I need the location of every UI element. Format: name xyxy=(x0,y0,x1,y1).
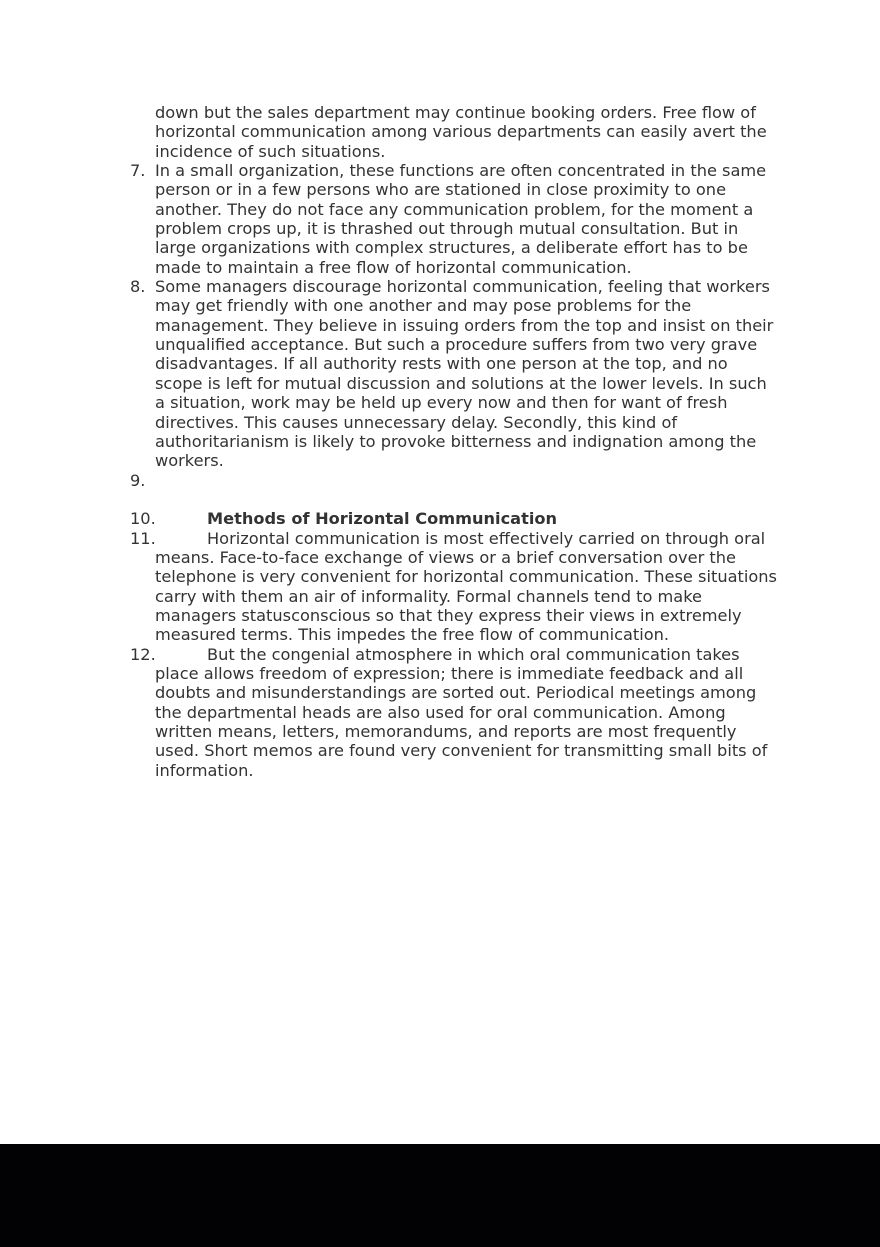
list-number: 10. xyxy=(130,509,156,529)
section-heading: Methods of Horizontal Communication xyxy=(207,509,558,529)
list-item-text: In a small organization, these functions are often concentrated in the same person or in a few persons who are stationed in close proximity to one another. They do not face any communication problem, for the moment a problem crops up, it is thrashed out through mutual consultation. But in large organizations with complex structures, a deliberate effort has to be made to maintain a free flow of horizontal communication. xyxy=(155,161,767,277)
list-item-text: Some managers discourage horizontal communication, feeling that workers may get friendly with one another and may pose problems for the management. They believe in issuing orders from the top and insist on their unqualified acceptance. But such a procedure suffers from two very grave disadvantages. If all authority rests with one person at the top, and no scope is left for mutual discussion and solutions at the lower levels. In such a situation, work may be held up every now and then for want of fresh directives. This causes unnecessary delay. Secondly, this kind of authoritarianism is likely to provoke bitterness and indignation among the workers. xyxy=(155,277,774,471)
list-item-text xyxy=(155,471,780,490)
continued-paragraph: down but the sales department may continue booking orders. Free flow of horizontal communication among various departments can easily avert the incidence of such situations. xyxy=(155,103,767,161)
list-item-text: Horizontal communication is most effectively carried on through oral means. Face-to-face exchange of views or a brief conversation over the telephone is very convenient for horizontal communication. These situations carry with them an air of informality. Formal channels tend to make managers statusconscious so that they express their views in extremely measured terms. This impedes the free flow of communication. xyxy=(155,528,777,645)
list-item-text: But the congenial atmosphere in which oral communication takes place allows freedom of expression; there is immediate feedback and all doubts and misunderstandings are sorted out. Periodical meetings among the departmental heads are also used for oral communication. Among written means, letters, memorandums, and reports are most frequently used. Short memos are found very convenient for transmitting small bits of information. xyxy=(155,644,768,780)
bottom-black-bar xyxy=(0,1144,880,1247)
list-item-12 xyxy=(130,645,780,780)
list-number: 12. xyxy=(130,644,156,664)
list-item-8 xyxy=(130,277,780,470)
list-number: 11. xyxy=(130,528,156,548)
list-item-7 xyxy=(130,161,780,277)
list-item-11 xyxy=(130,529,780,645)
list-number: 8. xyxy=(130,277,146,297)
list-number: 9. xyxy=(130,470,146,490)
list-number: 7. xyxy=(130,161,146,181)
list-item-9 xyxy=(130,471,780,490)
document-body xyxy=(130,103,780,780)
list-item-10 xyxy=(130,509,780,528)
blank-line xyxy=(130,490,780,509)
